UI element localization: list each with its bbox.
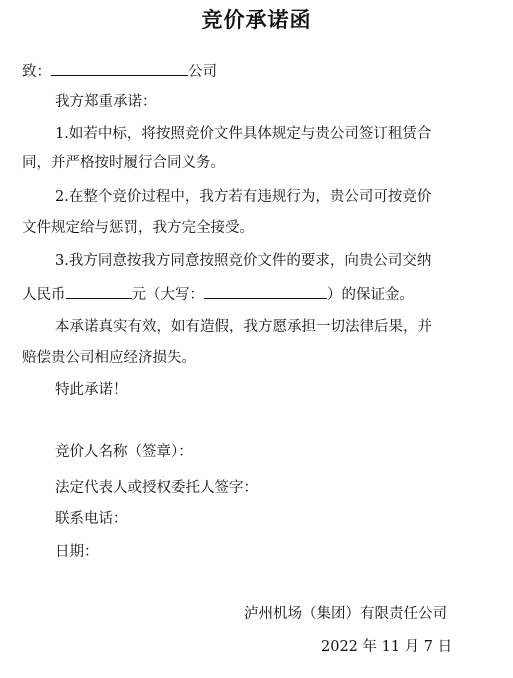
commitment-line1: 本承诺真实有效，如有造假，我方愿承担一切法律后果，并 [55,319,432,335]
signature-month-unit: 月 [404,639,420,655]
signature-day-unit: 日 [437,639,453,655]
phone-field: 联系电话： [55,511,128,527]
item3-deposit-label: ）的保证金。 [327,287,414,303]
item3-capital-label: 元（大写： [131,287,204,303]
bidder-name-field: 竞价人名称（签章）： [55,444,193,460]
date-field: 日期： [55,544,99,560]
signature-year-unit: 年 [362,639,378,655]
addressee-suffix: 公司 [188,64,217,80]
legal-rep-field: 法定代表人或授权委托人签字： [55,480,258,496]
company-name-blank [51,61,188,76]
signature-date [321,637,452,657]
capital-amount-blank [204,284,327,299]
document-title: 竞价承诺函 [201,7,312,32]
signature-month: 11 [381,639,401,655]
item3-rmb-label: 人民币 [22,287,66,303]
closing-text: 特此承诺！ [55,382,128,398]
intro-text: 我方郑重承诺： [55,94,157,110]
signature-year: 2022 [321,639,358,655]
item2-line2: 文件规定给与惩罚，我方完全接受。 [22,220,254,236]
item2-line1: 2.在整个竞价过程中，我方若有违规行为，贵公司可按竞价 [55,189,432,205]
commitment-line2: 赔偿贵公司相应经济损失。 [22,350,196,366]
addressee-prefix: 致： [22,64,51,80]
item3-line2 [22,284,414,305]
addressee-line [22,61,217,82]
item1-line2: 同，并严格按时履行合同义务。 [22,155,225,171]
signature-company: 泸州机场（集团）有限责任公司 [244,606,447,622]
item1-line1: 1.如若中标，将按照竞价文件具体规定与贵公司签订租赁合 [55,126,432,142]
signature-day: 7 [423,639,434,655]
amount-blank [66,284,132,299]
item3-line1: 3.我方同意按我方同意按照竞价文件的要求，向贵公司交纳 [55,253,432,269]
